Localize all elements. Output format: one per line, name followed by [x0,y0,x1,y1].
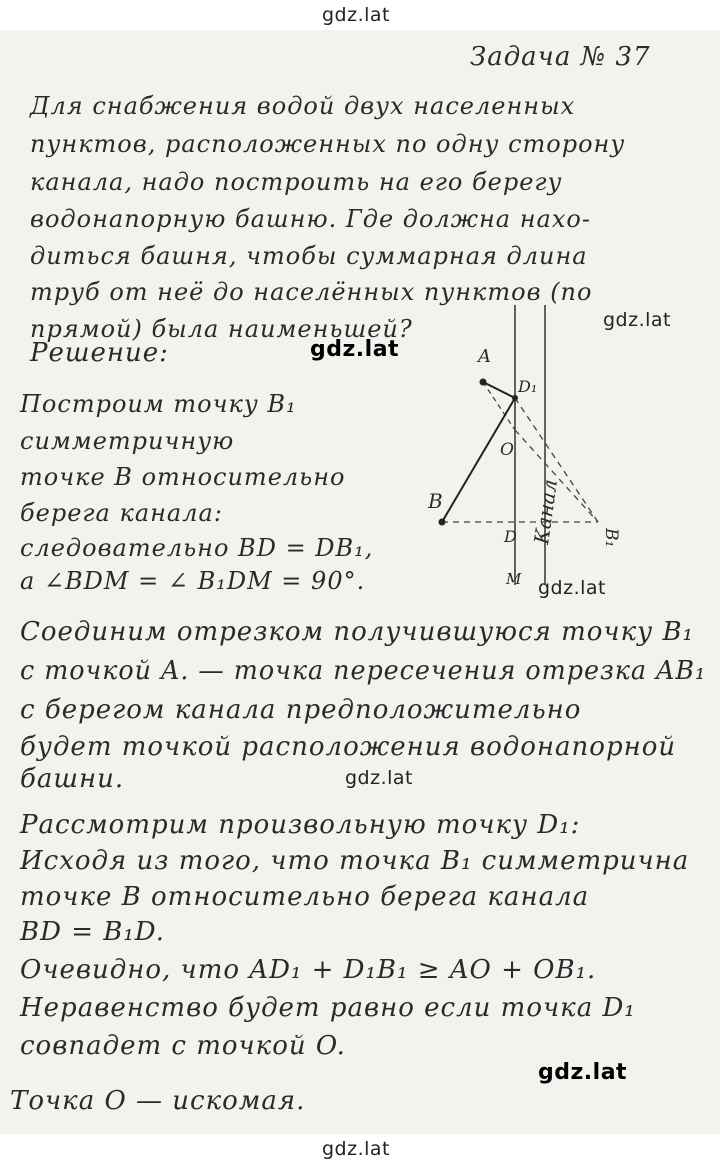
label-d: D [504,527,517,546]
point-a [480,379,487,386]
task-title: Задача № 37 [470,42,651,72]
point-b [439,519,446,526]
label-a: A [478,346,491,367]
solution-line: с берегом канала предположительно [20,695,582,725]
solution-left-line: симметричную [20,427,235,455]
label-o: O [500,440,514,460]
watermark-middle: gdz.lat [345,767,414,789]
solution-line: Очевидно, что AD₁ + D₁B₁ ≥ AO + OB₁. [20,955,597,985]
solution-line: Исходя из того, что точка B₁ симметрична [20,846,690,876]
task-line: прямой) была наименьшей? [30,315,413,343]
solution-line: Неравенство будет равно если точка D₁ [20,993,636,1023]
watermark-top: gdz.lat [322,4,391,26]
task-line: канала, надо построить на его берегу [30,168,563,196]
task-line: пунктов, расположенных по одну сторону [30,130,626,158]
solution-line: совпадет с точкой O. [20,1031,346,1061]
solution-line: будет точкой расположения водонапорной [20,732,677,762]
solution-line: Рассмотрим произвольную точку D₁: [20,810,581,840]
watermark-right: gdz.lat [603,309,672,331]
solution-heading: Решение: [30,338,169,368]
watermark-lower: gdz.lat [538,1060,628,1085]
solution-left-line: a ∠BDM = ∠ B₁DM = 90°. [20,567,366,595]
solution-left-line: следовательно BD = DB₁, [20,534,374,562]
label-b1: B₁ [601,528,621,548]
geometry-diagram [420,300,650,590]
solution-left-line: Построим точку B₁ [20,390,297,418]
task-line: Для снабжения водой двух населенных [30,92,576,120]
task-line: водонапорную башню. Где должна нахо- [30,205,591,233]
solution-line: точке B относительно берега канала [20,882,590,912]
label-d1: D₁ [518,377,538,396]
solution-left-line: точке B относительно [20,463,346,491]
label-b: B [428,489,443,513]
solution-line: башни. [20,764,125,794]
solution-line: Точка O — искомая. [10,1086,306,1116]
watermark-diagram: gdz.lat [538,577,607,599]
task-line: труб от неё до населённых пунктов (по [30,278,593,306]
watermark-center: gdz.lat [310,337,400,362]
label-m: M [506,570,522,588]
canal-label: Канал [529,477,563,546]
segment-b-d1 [442,398,515,522]
watermark-bottom: gdz.lat [322,1138,391,1160]
solution-line: Соединим отрезком получившуюся точку B₁ [20,617,694,647]
solution-line: с точкой A. — точка пересечения отрезка AB₁ [20,656,707,686]
task-line: диться башня, чтобы суммарная длина [30,242,588,270]
solution-left-line: берега канала: [20,499,223,527]
solution-line: BD = B₁D. [20,917,165,947]
